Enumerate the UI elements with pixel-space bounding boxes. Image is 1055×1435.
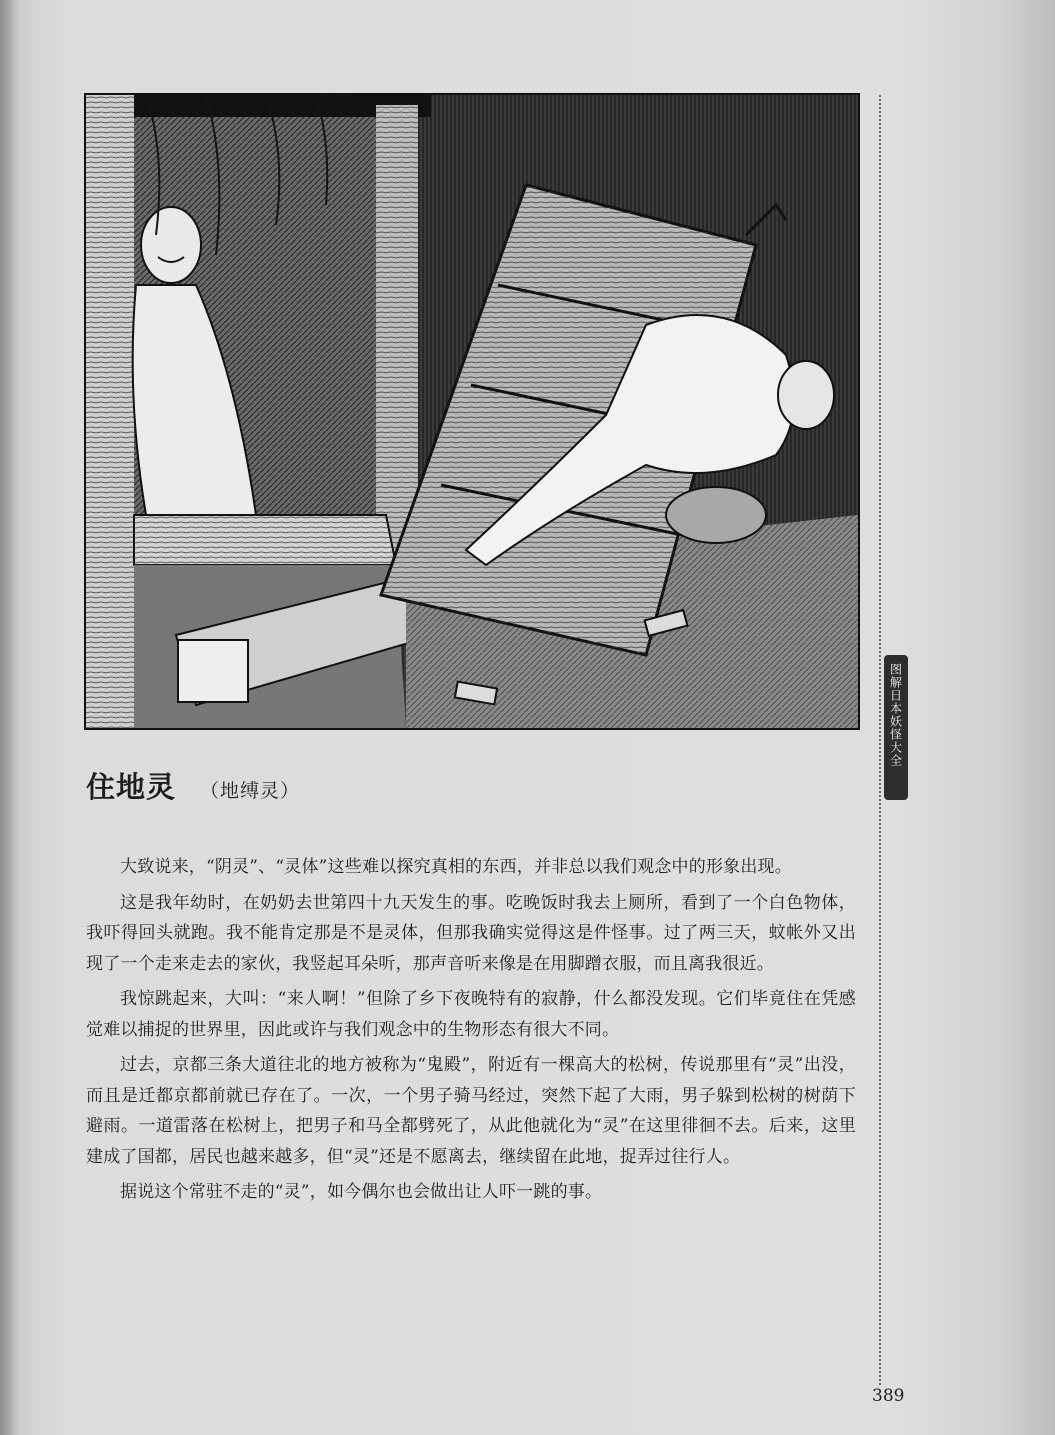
body-paragraph: 这是我年幼时，在奶奶去世第四十九天发生的事。吃晚饭时我去上厕所，看到了一个白色物体，我吓得回头就跑。我不能肯定那是不是灵体，但那我确实觉得这是件怪事。过了两三天，蚊帐外又出现了一个走来走去的家伙，我竖起耳朵听，那声音听来像是在用脚蹭衣服，而且离我很近。 [86,892,856,974]
margin-dotted-rule [879,95,881,1385]
gutter-shadow [0,0,18,1435]
body-paragraph: 据说这个常驻不走的“灵”，如今偶尔也会做出让人吓一跳的事。 [120,1182,603,1202]
entry-alt-name: （地缚灵） [200,780,301,802]
entry-title: 住地灵 [86,770,177,804]
page-number: 389 [872,1386,905,1406]
body-paragraph: 过去，京都三条大道往北的地方被称为“鬼殿”，附近有一棵高大的松树，传说那里有“灵”出没，而且是迁都京都前就已存在了。一次，一个男子骑马经过，突然下起了大雨，男子躲到松树的树荫下避雨。一道雷落在松树上，把男子和马全都劈死了，从此他就化为“灵”在这里徘徊不去。后来，这里建成了国都，居民也越来越多，但“灵”还是不愿离去，继续留在此地，捉弄过往行人。 [86,1055,856,1167]
section-side-tab [884,655,908,800]
entry-title-row [86,765,300,815]
body-paragraph: 我惊跳起来，大叫：“来人啊！”但除了乡下夜晚特有的寂静，什么都没发现。它们毕竟住在凭感觉难以捕捉的世界里，因此或许与我们观念中的生物形态有很大不同。 [86,989,856,1040]
ghost-scene-illustration-icon [86,95,858,728]
body-paragraph: 大致说来，“阴灵”、“灵体”这些难以探究真相的东西，并非总以我们观念中的形象出现。 [120,857,792,877]
entry-body [86,852,856,1213]
side-tab-label: 图解日本妖怪大全 [888,663,903,767]
yokai-illustration [84,93,860,730]
